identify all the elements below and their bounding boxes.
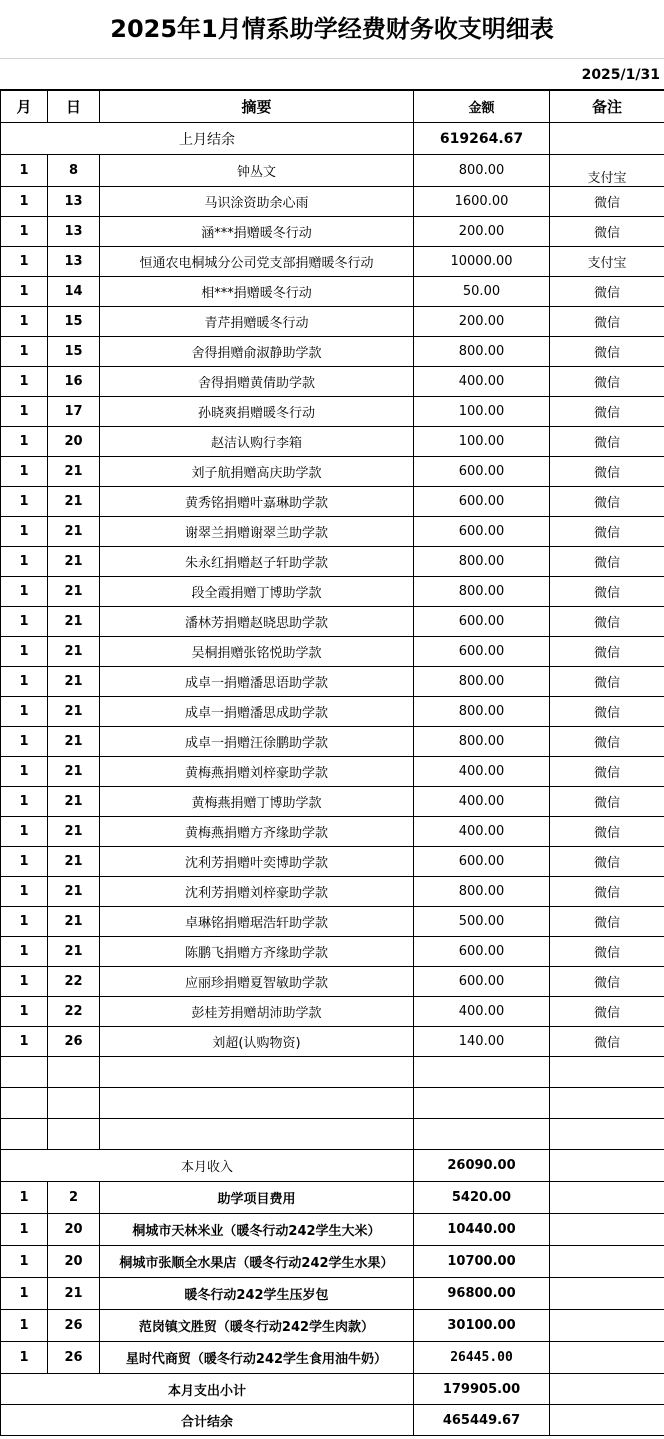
income-amount: 600.00: [414, 487, 550, 517]
income-month: 1: [1, 577, 48, 607]
income-month: 1: [1, 457, 48, 487]
income-note: 微信: [550, 577, 664, 607]
income-summary: 钟丛文: [100, 155, 414, 187]
income-day: 14: [48, 277, 100, 307]
income-note: 微信: [550, 337, 664, 367]
income-day: 21: [48, 667, 100, 697]
carry-over-label: 上月结余: [1, 123, 414, 155]
income-amount: 600.00: [414, 517, 550, 547]
balance-row: [1, 1405, 664, 1436]
income-row: [1, 367, 664, 397]
income-row: [1, 397, 664, 427]
expense-amount: 10700.00: [414, 1246, 550, 1278]
expense-day: 26: [48, 1342, 100, 1374]
income-summary: 舍得捐赠黄倩助学款: [100, 367, 414, 397]
income-summary: 舍得捐赠俞淑静助学款: [100, 337, 414, 367]
income-note: 微信: [550, 187, 664, 217]
header-note: 备注: [550, 91, 664, 123]
expense-summary: 桐城市张顺全水果店（暖冬行动242学生水果）: [100, 1246, 414, 1278]
income-amount: 800.00: [414, 547, 550, 577]
income-month: 1: [1, 337, 48, 367]
income-amount: 200.00: [414, 307, 550, 337]
income-day: 22: [48, 997, 100, 1027]
income-month: 1: [1, 367, 48, 397]
income-note: 微信: [550, 217, 664, 247]
empty-cell: [1, 1119, 48, 1150]
income-summary: 段全霞捐赠丁博助学款: [100, 577, 414, 607]
income-month: 1: [1, 307, 48, 337]
income-row: [1, 187, 664, 217]
income-row: [1, 937, 664, 967]
expense-day: 21: [48, 1278, 100, 1310]
income-row: [1, 1027, 664, 1057]
expense-summary: 助学项目费用: [100, 1182, 414, 1214]
income-month: 1: [1, 217, 48, 247]
income-day: 13: [48, 247, 100, 277]
empty-row: [1, 1088, 664, 1119]
expense-row: [1, 1246, 664, 1278]
income-day: 13: [48, 187, 100, 217]
income-total-note: [550, 1150, 664, 1182]
income-summary: 黄梅燕捐赠丁博助学款: [100, 787, 414, 817]
expense-total-row: [1, 1374, 664, 1405]
income-amount: 800.00: [414, 337, 550, 367]
income-row: [1, 427, 664, 457]
income-day: 22: [48, 967, 100, 997]
income-summary: 彭桂芳捐赠胡沛助学款: [100, 997, 414, 1027]
income-amount: 800.00: [414, 155, 550, 187]
income-note: 微信: [550, 457, 664, 487]
empty-cell: [100, 1119, 414, 1150]
carry-over-amount: 619264.67: [414, 123, 550, 155]
expense-note: [550, 1278, 664, 1310]
empty-cell: [550, 1057, 664, 1088]
expense-month: 1: [1, 1214, 48, 1246]
income-note: 支付宝: [550, 155, 664, 187]
empty-row: [1, 1119, 664, 1150]
expense-row: [1, 1342, 664, 1374]
income-summary: 潘林芳捐赠赵晓思助学款: [100, 607, 414, 637]
income-day: 21: [48, 457, 100, 487]
income-month: 1: [1, 487, 48, 517]
income-month: 1: [1, 397, 48, 427]
expense-summary: 星时代商贸（暖冬行动242学生食用油牛奶）: [100, 1342, 414, 1374]
expense-summary: 桐城市天林米业（暖冬行动242学生大米）: [100, 1214, 414, 1246]
expense-row: [1, 1182, 664, 1214]
expense-note: [550, 1310, 664, 1342]
income-amount: 600.00: [414, 967, 550, 997]
income-row: [1, 517, 664, 547]
income-row: [1, 697, 664, 727]
expense-month: 1: [1, 1278, 48, 1310]
income-row: [1, 787, 664, 817]
header-month: 月: [1, 91, 48, 123]
income-summary: 黄梅燕捐赠方齐缘助学款: [100, 817, 414, 847]
income-summary: 沈利芳捐赠叶奕博助学款: [100, 847, 414, 877]
income-month: 1: [1, 697, 48, 727]
income-day: 21: [48, 487, 100, 517]
income-note: 微信: [550, 607, 664, 637]
balance-label: 合计结余: [1, 1405, 414, 1436]
income-amount: 100.00: [414, 427, 550, 457]
income-day: 21: [48, 607, 100, 637]
balance-amount: 465449.67: [414, 1405, 550, 1436]
income-summary: 相***捐赠暖冬行动: [100, 277, 414, 307]
income-summary: 刘子航捐赠高庆助学款: [100, 457, 414, 487]
income-summary: 谢翠兰捐赠谢翠兰助学款: [100, 517, 414, 547]
income-note: 微信: [550, 997, 664, 1027]
income-summary: 恒通农电桐城分公司党支部捐赠暖冬行动: [100, 247, 414, 277]
empty-cell: [414, 1057, 550, 1088]
income-amount: 140.00: [414, 1027, 550, 1057]
expense-amount: 30100.00: [414, 1310, 550, 1342]
income-note: 微信: [550, 667, 664, 697]
expense-note: [550, 1214, 664, 1246]
income-month: 1: [1, 997, 48, 1027]
income-summary: 马识涂资助余心雨: [100, 187, 414, 217]
empty-cell: [414, 1119, 550, 1150]
expense-amount: 10440.00: [414, 1214, 550, 1246]
income-note: 微信: [550, 907, 664, 937]
income-day: 21: [48, 577, 100, 607]
income-day: 15: [48, 337, 100, 367]
income-summary: 黄秀铭捐赠叶嘉琳助学款: [100, 487, 414, 517]
income-row: [1, 277, 664, 307]
income-row: [1, 155, 664, 187]
carry-over-note: [550, 123, 664, 155]
income-amount: 10000.00: [414, 247, 550, 277]
income-day: 21: [48, 727, 100, 757]
income-row: [1, 217, 664, 247]
empty-row: [1, 1057, 664, 1088]
expense-day: 26: [48, 1310, 100, 1342]
income-month: 1: [1, 757, 48, 787]
income-day: 15: [48, 307, 100, 337]
income-note: 微信: [550, 967, 664, 997]
income-month: 1: [1, 667, 48, 697]
income-row: [1, 727, 664, 757]
expense-note: [550, 1342, 664, 1374]
income-day: 16: [48, 367, 100, 397]
income-row: [1, 967, 664, 997]
expense-amount: 96800.00: [414, 1278, 550, 1310]
income-amount: 600.00: [414, 847, 550, 877]
income-month: 1: [1, 187, 48, 217]
income-day: 17: [48, 397, 100, 427]
expense-day: 2: [48, 1182, 100, 1214]
income-day: 21: [48, 757, 100, 787]
income-note: 微信: [550, 757, 664, 787]
empty-cell: [100, 1088, 414, 1119]
income-row: [1, 547, 664, 577]
income-summary: 卓琳铭捐赠琚浩轩助学款: [100, 907, 414, 937]
income-row: [1, 757, 664, 787]
expense-row: [1, 1214, 664, 1246]
income-month: 1: [1, 937, 48, 967]
income-note: 微信: [550, 547, 664, 577]
income-amount: 800.00: [414, 877, 550, 907]
expense-summary: 范岗镇文胜贸（暖冬行动242学生肉款）: [100, 1310, 414, 1342]
income-amount: 400.00: [414, 997, 550, 1027]
income-amount: 800.00: [414, 667, 550, 697]
income-day: 26: [48, 1027, 100, 1057]
income-total-label: 本月收入: [1, 1150, 414, 1182]
income-amount: 200.00: [414, 217, 550, 247]
income-row: [1, 847, 664, 877]
income-amount: 400.00: [414, 757, 550, 787]
income-day: 21: [48, 817, 100, 847]
income-note: 微信: [550, 727, 664, 757]
income-month: 1: [1, 967, 48, 997]
income-day: 13: [48, 217, 100, 247]
income-note: 微信: [550, 367, 664, 397]
expense-amount: 26445.00: [414, 1342, 550, 1374]
income-amount: 600.00: [414, 937, 550, 967]
income-note: 微信: [550, 787, 664, 817]
sheet-title: 2025年1月情系助学经费财务收支明细表: [0, 0, 664, 59]
income-summary: 吴桐捐赠张铭悦助学款: [100, 637, 414, 667]
income-summary: 成卓一捐赠汪徐鹏助学款: [100, 727, 414, 757]
income-note: 微信: [550, 637, 664, 667]
income-summary: 青芹捐赠暖冬行动: [100, 307, 414, 337]
balance-note: [550, 1405, 664, 1436]
income-note: 微信: [550, 697, 664, 727]
income-month: 1: [1, 727, 48, 757]
income-month: 1: [1, 517, 48, 547]
income-note: 微信: [550, 517, 664, 547]
income-amount: 400.00: [414, 817, 550, 847]
income-summary: 成卓一捐赠潘思语助学款: [100, 667, 414, 697]
income-month: 1: [1, 817, 48, 847]
income-amount: 600.00: [414, 607, 550, 637]
income-amount: 500.00: [414, 907, 550, 937]
empty-cell: [414, 1088, 550, 1119]
income-day: 8: [48, 155, 100, 187]
income-row: [1, 997, 664, 1027]
expense-row: [1, 1310, 664, 1342]
empty-cell: [48, 1088, 100, 1119]
carry-over-row: [1, 123, 664, 155]
header-day: 日: [48, 91, 100, 123]
income-row: [1, 247, 664, 277]
empty-cell: [48, 1119, 100, 1150]
income-amount: 400.00: [414, 787, 550, 817]
income-summary: 应丽珍捐赠夏智敏助学款: [100, 967, 414, 997]
income-day: 21: [48, 787, 100, 817]
income-amount: 600.00: [414, 637, 550, 667]
income-row: [1, 307, 664, 337]
expense-note: [550, 1246, 664, 1278]
income-day: 21: [48, 517, 100, 547]
income-row: [1, 817, 664, 847]
empty-cell: [1, 1057, 48, 1088]
income-row: [1, 637, 664, 667]
income-summary: 黄梅燕捐赠刘梓豪助学款: [100, 757, 414, 787]
income-day: 21: [48, 937, 100, 967]
income-month: 1: [1, 427, 48, 457]
income-month: 1: [1, 547, 48, 577]
income-amount: 800.00: [414, 697, 550, 727]
expense-total-label: 本月支出小计: [1, 1374, 414, 1405]
income-day: 21: [48, 547, 100, 577]
income-day: 21: [48, 697, 100, 727]
income-summary: 沈利芳捐赠刘梓豪助学款: [100, 877, 414, 907]
income-note: 微信: [550, 937, 664, 967]
empty-cell: [1, 1088, 48, 1119]
expense-month: 1: [1, 1342, 48, 1374]
sheet-date: 2025/1/31: [0, 59, 664, 90]
empty-cell: [100, 1057, 414, 1088]
income-summary: 成卓一捐赠潘思成助学款: [100, 697, 414, 727]
income-note: 微信: [550, 277, 664, 307]
income-summary: 赵洁认购行李箱: [100, 427, 414, 457]
income-month: 1: [1, 277, 48, 307]
expense-total-amount: 179905.00: [414, 1374, 550, 1405]
expense-summary: 暖冬行动242学生压岁包: [100, 1278, 414, 1310]
income-amount: 600.00: [414, 457, 550, 487]
expense-total-note: [550, 1374, 664, 1405]
income-summary: 涵***捐赠暖冬行动: [100, 217, 414, 247]
income-row: [1, 487, 664, 517]
income-amount: 800.00: [414, 577, 550, 607]
income-summary: 孙晓爽捐赠暖冬行动: [100, 397, 414, 427]
expense-month: 1: [1, 1246, 48, 1278]
income-row: [1, 457, 664, 487]
expense-amount: 5420.00: [414, 1182, 550, 1214]
ledger-table: [0, 90, 664, 1436]
income-day: 20: [48, 427, 100, 457]
income-total-amount: 26090.00: [414, 1150, 550, 1182]
income-summary: 陈鹏飞捐赠方齐缘助学款: [100, 937, 414, 967]
expense-month: 1: [1, 1182, 48, 1214]
income-day: 21: [48, 847, 100, 877]
expense-row: [1, 1278, 664, 1310]
income-amount: 1600.00: [414, 187, 550, 217]
income-day: 21: [48, 907, 100, 937]
income-row: [1, 337, 664, 367]
income-row: [1, 877, 664, 907]
income-month: 1: [1, 847, 48, 877]
income-summary: 朱永红捐赠赵子轩助学款: [100, 547, 414, 577]
income-row: [1, 577, 664, 607]
income-month: 1: [1, 877, 48, 907]
income-row: [1, 907, 664, 937]
income-month: 1: [1, 787, 48, 817]
income-amount: 50.00: [414, 277, 550, 307]
income-month: 1: [1, 1027, 48, 1057]
income-month: 1: [1, 247, 48, 277]
expense-day: 20: [48, 1246, 100, 1278]
income-note: 支付宝: [550, 247, 664, 277]
income-month: 1: [1, 637, 48, 667]
expense-month: 1: [1, 1310, 48, 1342]
income-day: 21: [48, 637, 100, 667]
income-note: 微信: [550, 847, 664, 877]
income-month: 1: [1, 607, 48, 637]
income-amount: 100.00: [414, 397, 550, 427]
income-note: 微信: [550, 877, 664, 907]
income-note: 微信: [550, 487, 664, 517]
empty-cell: [550, 1088, 664, 1119]
expense-note: [550, 1182, 664, 1214]
income-month: 1: [1, 155, 48, 187]
income-note: 微信: [550, 817, 664, 847]
expense-day: 20: [48, 1214, 100, 1246]
income-month: 1: [1, 907, 48, 937]
income-day: 21: [48, 877, 100, 907]
income-row: [1, 667, 664, 697]
income-total-row: [1, 1150, 664, 1182]
empty-cell: [550, 1119, 664, 1150]
empty-cell: [48, 1057, 100, 1088]
income-note: 微信: [550, 397, 664, 427]
header-amount: 金额: [414, 91, 550, 123]
income-note: 微信: [550, 1027, 664, 1057]
header-summary: 摘要: [100, 91, 414, 123]
income-row: [1, 607, 664, 637]
income-amount: 400.00: [414, 367, 550, 397]
income-note: 微信: [550, 427, 664, 457]
income-summary: 刘超(认购物资): [100, 1027, 414, 1057]
income-note: 微信: [550, 307, 664, 337]
income-amount: 800.00: [414, 727, 550, 757]
